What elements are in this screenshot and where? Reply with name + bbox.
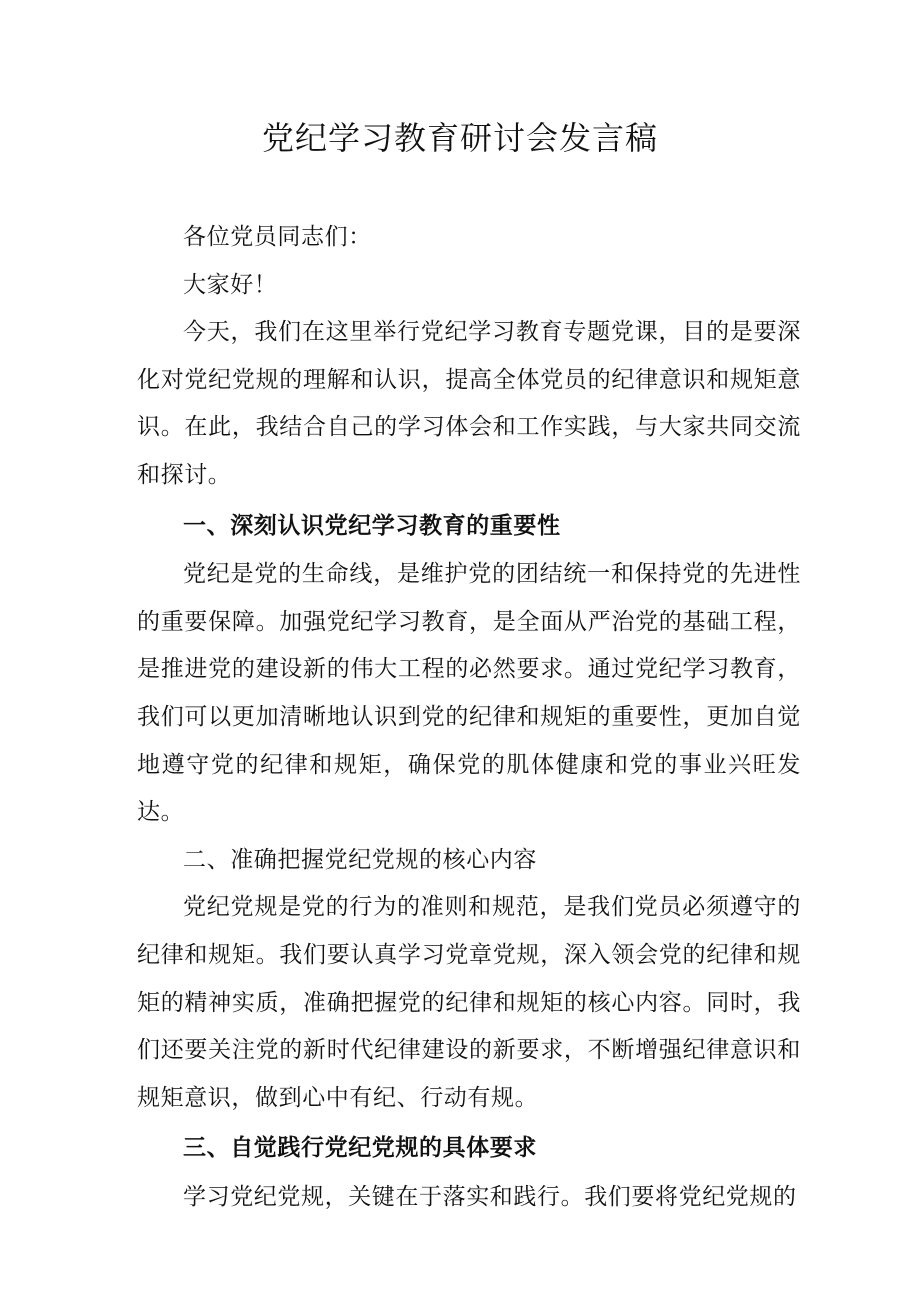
section-2-heading: 二、准确把握党纪党规的核心内容 bbox=[183, 846, 537, 873]
section-1-heading: 一、深刻认识党纪学习教育的重要性 bbox=[183, 511, 561, 539]
section-3-heading: 三、自觉践行党纪党规的具体要求 bbox=[183, 1134, 537, 1162]
document-title: 党纪学习教育研讨会发言稿 bbox=[261, 119, 658, 157]
section-1-paragraph: 党纪是党的生命线，是维护党的团结统一和保持党的先进性的重要保障。加强党纪学习教育，是全面从严治党的基础工程，是推进党的建设新的伟大工程的必然要求。通过党纪学习教育，我们可以更加清晰地认识到党的纪律和规矩的重要性，更加自觉地遵守党的纪律和规矩，确保党的肌体健康和党的事业兴旺发达。 bbox=[137, 561, 801, 826]
intro-paragraph: 今天，我们在这里举行党纪学习教育专题党课，目的是要深化对党纪党规的理解和认识，提高全体党员的纪律意识和规矩意识。在此，我结合自己的学习体会和工作实践，与大家共同交流和探讨。 bbox=[137, 319, 801, 488]
section-3-paragraph: 学习党纪党规，关键在于落实和践行。我们要将党纪党规的 bbox=[183, 1183, 797, 1210]
section-2-paragraph: 党纪党规是党的行为的准则和规范，是我们党员必须遵守的纪律和规矩。我们要认真学习党章党规，深入领会党的纪律和规矩的精神实质，准确把握党的纪律和规矩的核心内容。同时，我们还要关注党的新时代纪律建设的新要求，不断增强纪律意识和规矩意识，做到心中有纪、行动有规。 bbox=[137, 894, 801, 1111]
greeting: 大家好！ bbox=[183, 271, 278, 298]
salutation: 各位党员同志们： bbox=[183, 224, 372, 250]
document-body bbox=[137, 214, 801, 1221]
